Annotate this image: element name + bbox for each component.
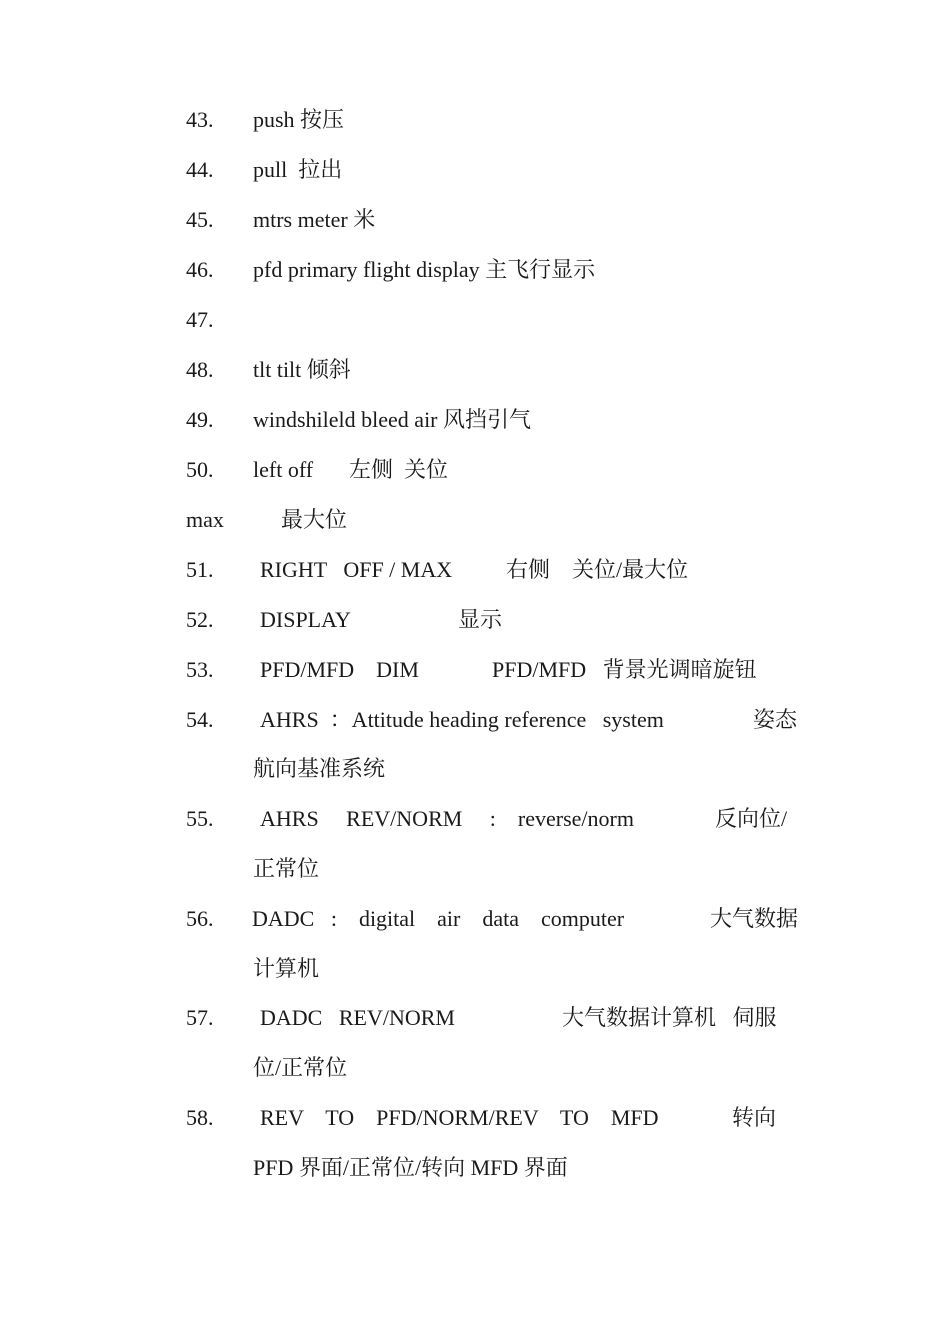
item-continuation: 航向基准系统 [253, 756, 386, 781]
item-translation: PFD/MFD 背景光调暗旋钮 [492, 657, 757, 682]
item-number: 44. [186, 157, 214, 182]
item-continuation: 正常位 [253, 856, 320, 881]
item-number: max [186, 507, 224, 532]
item-translation: 姿态 [753, 707, 798, 732]
item-term: mtrs meter 米 [253, 207, 376, 232]
item-number: 58. [186, 1105, 214, 1130]
item-term: DISPLAY [260, 607, 351, 632]
item-term: REV TO PFD/NORM/REV TO MFD [260, 1105, 659, 1130]
item-translation: 显示 [458, 607, 503, 632]
item-term: AHRS REV/NORM : reverse/norm [260, 806, 634, 831]
item-term: left off [253, 457, 314, 482]
item-number: 51. [186, 557, 214, 582]
item-term: push 按压 [253, 107, 345, 132]
item-continuation: 计算机 [253, 956, 320, 981]
item-number: 49. [186, 407, 214, 432]
item-number: 48. [186, 357, 214, 382]
item-number: 52. [186, 607, 214, 632]
item-term: DADC : digital air data computer [252, 906, 625, 931]
item-translation: 反向位/ [715, 806, 788, 831]
item-term: RIGHT OFF / MAX [260, 557, 453, 582]
item-number: 57. [186, 1005, 214, 1030]
item-term: PFD/MFD DIM [260, 657, 419, 682]
item-number: 55. [186, 806, 214, 831]
item-number: 47. [186, 307, 214, 332]
item-translation: 右侧 关位/最大位 [506, 557, 689, 582]
item-translation: 转向 [732, 1105, 777, 1130]
item-term: windshileld bleed air 风挡引气 [253, 407, 532, 432]
item-term: pfd primary flight display 主飞行显示 [253, 257, 596, 282]
item-term: DADC REV/NORM [260, 1005, 455, 1030]
item-number: 53. [186, 657, 214, 682]
item-number: 45. [186, 207, 214, 232]
item-translation: 大气数据 [710, 906, 799, 931]
item-term: pull 拉出 [253, 157, 343, 182]
item-number: 46. [186, 257, 214, 282]
item-continuation: 位/正常位 [253, 1055, 348, 1080]
item-continuation: PFD 界面/正常位/转向 MFD 界面 [253, 1155, 568, 1180]
item-number: 43. [186, 107, 214, 132]
item-number: 54. [186, 707, 214, 732]
item-term: AHRS ：Attitude heading reference system [260, 707, 664, 732]
item-translation: 左侧 关位 [349, 457, 449, 482]
item-number: 56. [186, 906, 214, 931]
item-translation: 大气数据计算机 伺服 [562, 1005, 777, 1030]
item-term: 最大位 [281, 507, 348, 532]
item-number: 50. [186, 457, 214, 482]
item-term: tlt tilt 倾斜 [253, 357, 351, 382]
